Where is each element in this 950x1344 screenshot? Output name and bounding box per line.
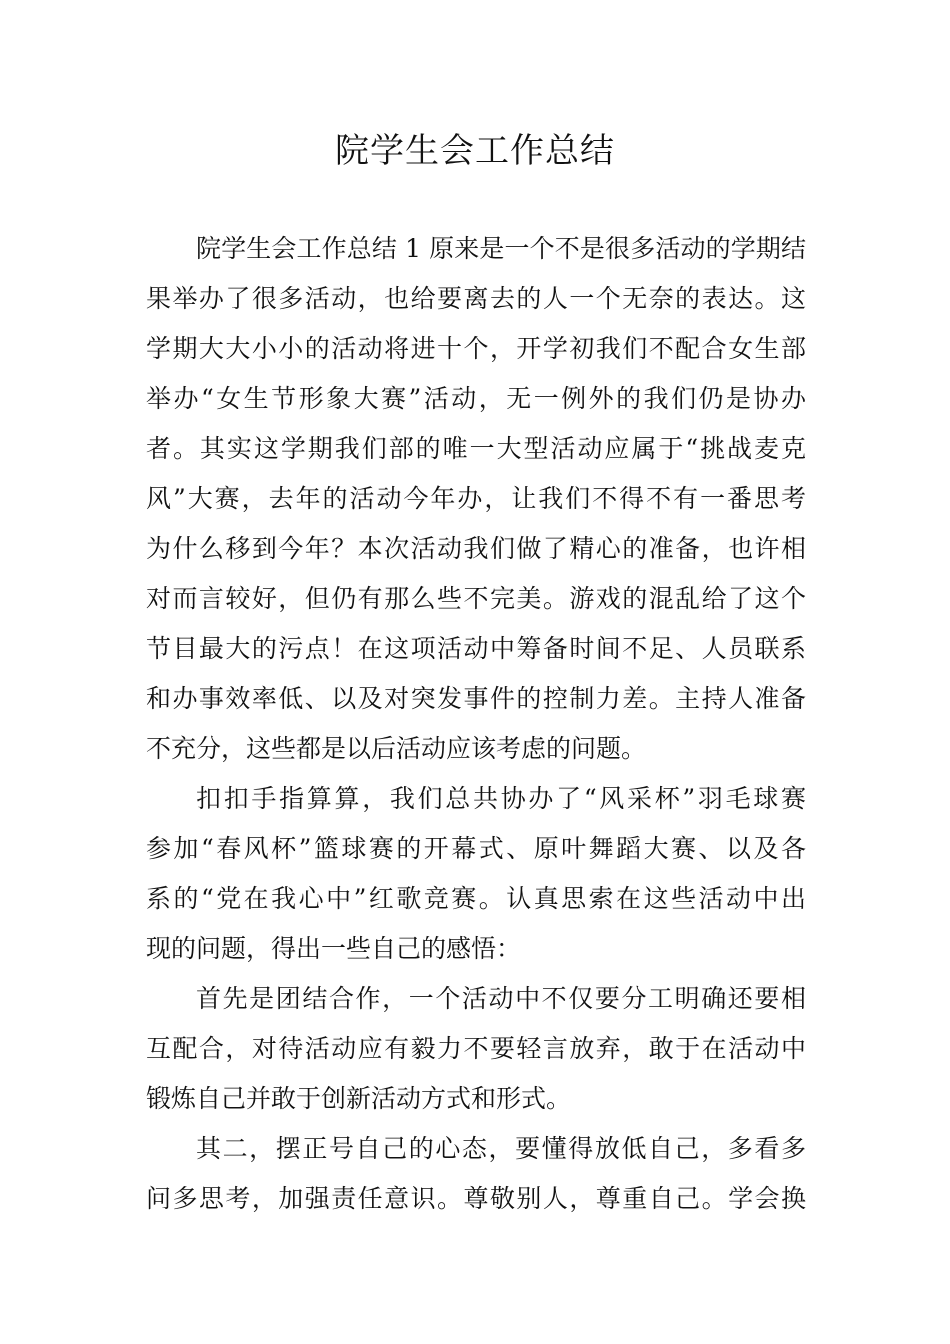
text-line: 其二，摆正号自己的心态，要懂得放低自己，多看多 <box>196 1134 806 1163</box>
text-line: 为什么移到今年？本次活动我们做了精心的准备，也许相 <box>146 534 806 563</box>
text-line: 果举办了很多活动，也给要离去的人一个无奈的表达。这 <box>146 284 806 313</box>
text-line: 者。其实这学期我们部的唯一大型活动应属于“挑战麦克 <box>146 434 806 463</box>
text-line: 问多思考，加强责任意识。尊敬别人，尊重自己。学会换 <box>146 1184 806 1213</box>
text-line: 节目最大的污点！在这项活动中筹备时间不足、人员联系 <box>146 634 806 663</box>
document-body <box>146 224 806 1224</box>
text-line: 学期大大小小的活动将进十个，开学初我们不配合女生部 <box>146 334 806 363</box>
text-line: 系的“党在我心中”红歌竞赛。认真思索在这些活动中出 <box>146 884 806 913</box>
text-line: 首先是团结合作，一个活动中不仅要分工明确还要相 <box>196 984 806 1013</box>
text-line: 锻炼自己并敢于创新活动方式和形式。 <box>146 1084 572 1113</box>
text-line: 对而言较好，但仍有那么些不完美。游戏的混乱给了这个 <box>146 584 806 613</box>
text-line: 不充分，这些都是以后活动应该考虑的问题。 <box>146 734 647 763</box>
text-line: 举办“女生节形象大赛”活动，无一例外的我们仍是协办 <box>146 384 806 413</box>
text-line: 互配合，对待活动应有毅力不要轻言放弃，敢于在活动中 <box>146 1034 806 1063</box>
text-line: 院学生会工作总结 1 原来是一个不是很多活动的学期结 <box>196 234 806 263</box>
document-title: 院学生会工作总结 <box>335 131 615 171</box>
text-line: 参加“春风杯”篮球赛的开幕式、原叶舞蹈大赛、以及各 <box>146 834 806 863</box>
text-line: 现的问题，得出一些自己的感悟： <box>146 934 522 963</box>
text-line: 风”大赛，去年的活动今年办，让我们不得不有一番思考 <box>146 484 806 513</box>
text-line: 扣扣手指算算，我们总共协办了“风采杯”羽毛球赛 <box>196 784 806 813</box>
text-line: 和办事效率低、以及对突发事件的控制力差。主持人准备 <box>146 684 806 713</box>
